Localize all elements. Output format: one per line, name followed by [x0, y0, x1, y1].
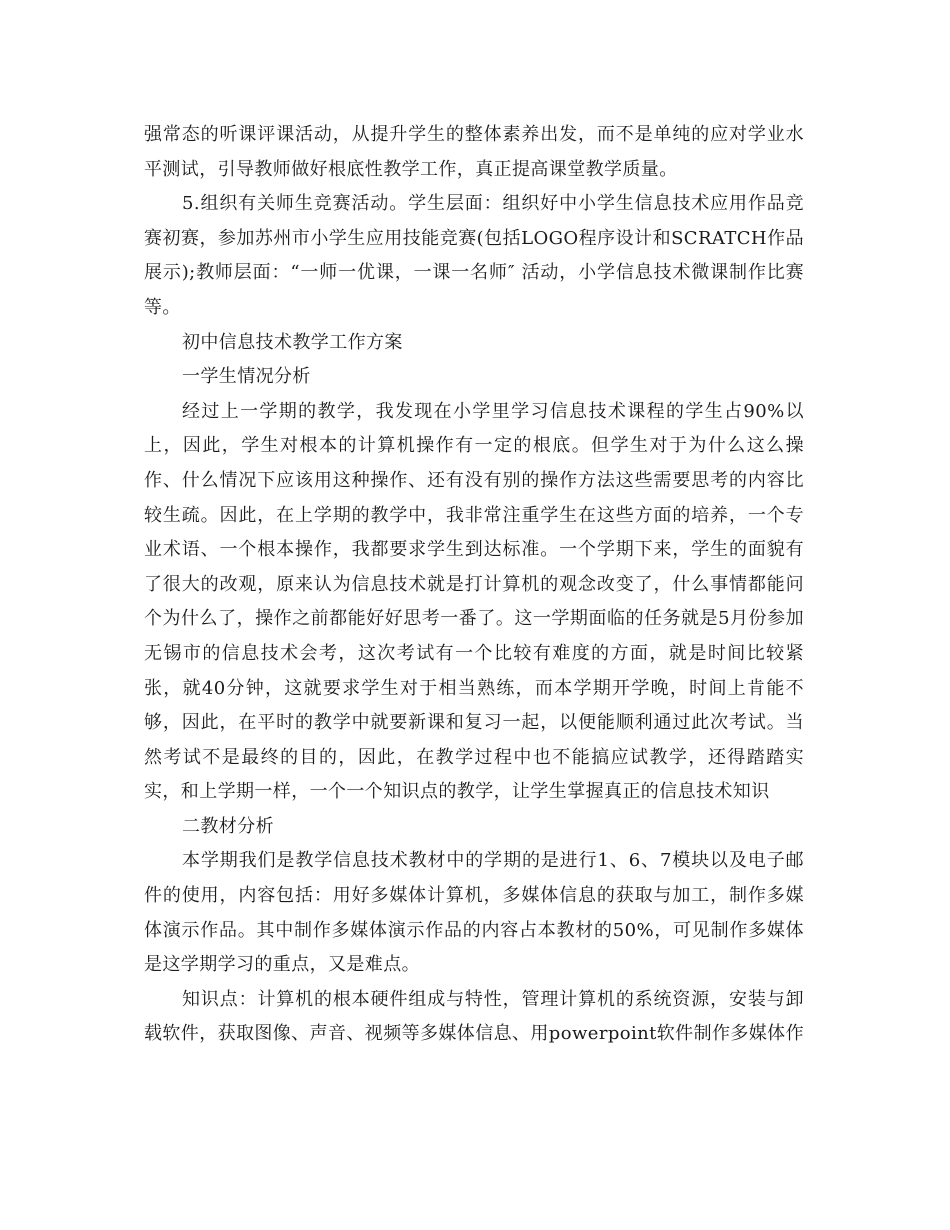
document-body: [144, 118, 804, 1052]
heading-plan-title: 初中信息技术教学工作方案: [182, 331, 403, 353]
heading-textbook-analysis: 二教材分析: [182, 815, 274, 837]
paragraph-observation-activity: 强常态的听课评课活动，从提升学生的整体素养出发，而不是单纯的应对学业水平测试，引导教师做好根底性教学工作，真正提高课堂教学质量。: [144, 124, 804, 180]
paragraph-competition: 5.组织有关师生竞赛活动。学生层面：组织好中小学生信息技术应用作品竞赛初赛，参加苏州市小学生应用技能竞赛(包括LOGO程序设计和SCRATCH作品展示);教师层面：“一师一优课，一课一名师″ 活动，小学信息技术微课制作比赛等。: [144, 193, 804, 318]
paragraph-textbook-analysis: 本学期我们是教学信息技术教材中的学期的是进行1、6、7模块以及电子邮件的使用，内容包括：用好多媒体计算机，多媒体信息的获取与加工，制作多媒体演示作品。其中制作多媒体演示作品的内容占本教材的50%，可见制作多媒体是这学期学习的重点，又是难点。: [144, 850, 804, 976]
paragraph-student-analysis: 经过上一学期的教学，我发现在小学里学习信息技术课程的学生占90%以上，因此，学生对根本的计算机操作有一定的根底。但学生对于为什么这么操作、什么情况下应该用这种操作、还有没有别的操作方法这些需要思考的内容比较生疏。因此，在上学期的教学中，我非常注重学生在这些方面的培养，一个专业术语、一个根本操作，我都要求学生到达标准。一个学期下来，学生的面貌有了很大的改观，原来认为信息技术就是打计算机的观念改变了，什么事情都能问个为什么了，操作之前都能好好思考一番了。这一学期面临的任务就是5月份参加无锡市的信息技术会考，这次考试有一个比较有难度的方面，就是时间比较紧张，就40分钟，这就要求学生对于相当熟练，而本学期开学晚，时间上肯能不够，因此，在平时的教学中就要新课和复习一起，以便能顺利通过此次考试。当然考试不是最终的目的，因此，在教学过程中也不能搞应试教学，还得踏踏实实，和上学期一样，一个一个知识点的教学，让学生掌握真正的信息技术知识: [144, 400, 804, 803]
paragraph-knowledge-points: 知识点：计算机的根本硬件组成与特性，管理计算机的系统资源，安装与卸载软件，获取图像、声音、视频等多媒体信息、用powerpoint软件制作多媒体作: [144, 988, 804, 1045]
heading-student-analysis: 一学生情况分析: [182, 366, 311, 388]
